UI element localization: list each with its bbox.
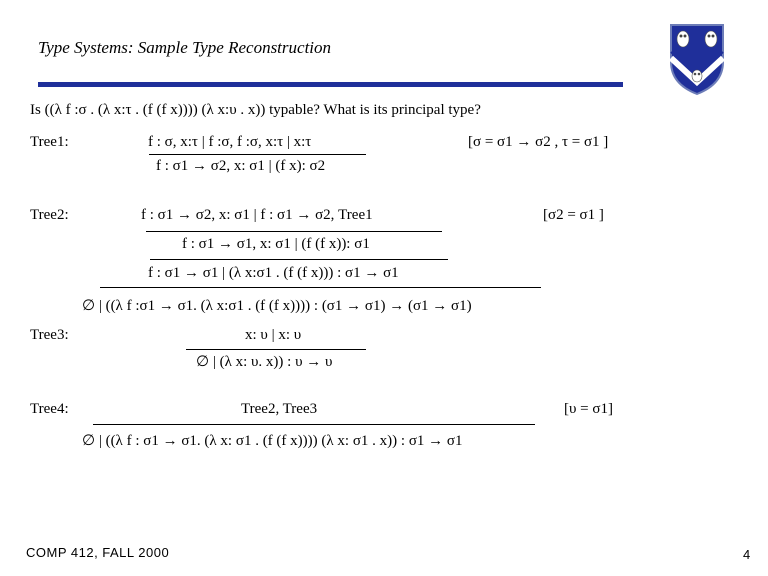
question-text: Is ((λ f :σ . (λ x:τ . (f (f x)))) (λ x:υ . x)) typable? What is its principal type? <box>30 102 481 118</box>
rice-shield-logo <box>668 22 726 96</box>
tree1-label: Tree1: <box>30 134 69 150</box>
page-number: 4 <box>743 547 751 562</box>
slide-title: Type Systems: Sample Type Reconstruction <box>38 38 332 57</box>
tree3-label: Tree3: <box>30 327 69 343</box>
tree3-premises: x: υ | x: υ <box>245 327 302 343</box>
footer-course: COMP 412, FALL 2000 <box>26 545 170 560</box>
tree2-line-3 <box>100 287 541 288</box>
tree2-constraint: [σ2 = σ1 ] <box>543 207 604 223</box>
tree4-inference-line <box>93 424 535 425</box>
tree3-inference-line <box>186 349 366 350</box>
tree2-line-2 <box>150 259 448 260</box>
tree2-step3: f : σ1 → σ1 | (λ x:σ1 . (f (f x))) : σ1 → σ1 <box>148 265 399 281</box>
tree4-label: Tree4: <box>30 401 69 417</box>
tree4-constraint: [υ = σ1] <box>564 401 613 417</box>
tree1-conclusion: f : σ1 → σ2, x: σ1 | (f x): σ2 <box>156 158 326 174</box>
tree4-premises: Tree2, Tree3 <box>241 401 318 417</box>
tree3-conclusion: ∅ | (λ x: υ. x)) : υ → υ <box>196 354 333 370</box>
title-rule <box>38 82 623 87</box>
tree1-constraint: [σ = σ1 → σ2 , τ = σ1 ] <box>468 134 609 150</box>
tree2-conclusion: ∅ | ((λ f :σ1 → σ1. (λ x:σ1 . (f (f x)))) : (σ1 → σ1) → (σ1 → σ1) <box>82 298 472 314</box>
tree1-inference-line <box>149 154 366 155</box>
tree4-conclusion: ∅ | ((λ f : σ1 → σ1. (λ x: σ1 . (f (f x)))) (λ x: σ1 . x)) : σ1 → σ1 <box>82 433 463 449</box>
tree2-label: Tree2: <box>30 207 69 223</box>
tree2-line-1 <box>146 231 442 232</box>
tree2-premises: f : σ1 → σ2, x: σ1 | f : σ1 → σ2, Tree1 <box>141 207 373 223</box>
tree1-premises: f : σ, x:τ | f :σ, f :σ, x:τ | x:τ <box>148 134 312 150</box>
tree2-step2: f : σ1 → σ1, x: σ1 | (f (f x)): σ1 <box>182 236 370 252</box>
